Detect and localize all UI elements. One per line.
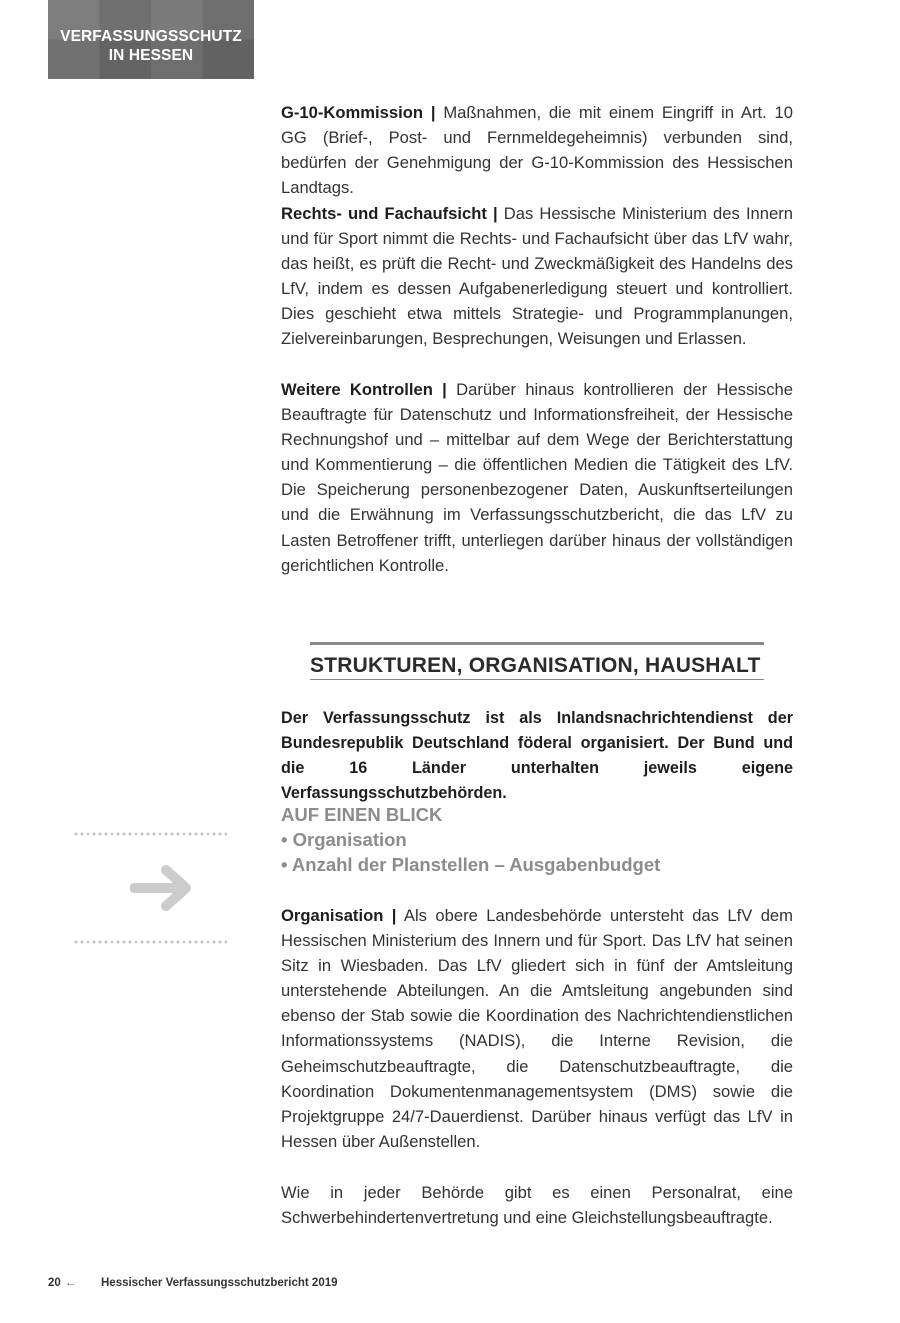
header-line-2: IN HESSEN [108, 47, 194, 64]
section-title: STRUKTUREN, ORGANISATION, HAUSHALT [310, 642, 764, 680]
paragraph-organisation [281, 903, 793, 1154]
section-header-badge [48, 0, 254, 79]
g10-label: G-10-Kommission [281, 103, 423, 122]
kontrollen-text: Darüber hinaus kontrollieren der Hessische Beauftragte für Datenschutz und Informationsfreiheit, der Hessische Rechnungshof und – mittelbar auf dem Wege der Berichterstattung und Kommentierung – die öffentlichen Medien die Tätigkeit des LfV. Die Speicherung personenbezogener Daten, Auskunftserteilungen und die Erwähnung im Verfassungsschutzbericht, die das LfV zu Lasten Betroffener trifft, unterliegen darüber hinaus der vollständigen gerichtlichen Kontrolle. [281, 380, 793, 575]
paragraph-kontrollen [281, 377, 793, 578]
glance-item-planstellen: • Anzahl der Planstellen – Ausgabenbudget [281, 854, 661, 875]
page-footer [48, 1277, 338, 1289]
section-intro: Der Verfassungsschutz ist als Inlandsnachrichtendienst der Bundesrepublik Deutschland föderal organisiert. Der Bund und die 16 Länder unterhalten jeweils eigene Verfassungsschutzbehörden. [281, 709, 793, 803]
arrow-left-icon: ← [64, 1277, 77, 1289]
paragraph-personalrat [281, 1180, 793, 1230]
organisation-label: Organisation [281, 906, 384, 925]
aufsicht-label: Rechts- und Fachaufsicht [281, 204, 487, 223]
paragraph-g10 [281, 100, 793, 200]
organisation-separator: | [391, 906, 397, 925]
at-a-glance-box [281, 802, 793, 877]
aufsicht-separator: | [493, 204, 498, 223]
aufsicht-text: Das Hessische Ministerium des Innern und für Sport nimmt die Rechts- und Fachaufsicht über das LfV wahr, das heißt, es prüft die Recht- und Zweckmäßigkeit des Handelns des LfV, indem es dessen Aufgabenerledigung steuert und kontrolliert. Dies geschieht etwa mittels Strategie- und Programmplanungen, Zielvereinbarungen, Besprechungen, Weisungen und Erlassen. [281, 204, 793, 349]
dotted-divider-bottom [73, 940, 227, 944]
g10-separator: | [430, 103, 436, 122]
page-number: 20 [48, 1277, 61, 1289]
personalrat-text: Wie in jeder Behörde gibt es einen Personalrat, eine Schwerbehindertenvertretung und eine Gleichstellungsbeauftragte. [281, 1183, 793, 1228]
g10-text: Maßnahmen, die mit einem Eingriff in Art. 10 GG (Brief-, Post- und Fernmeldegeheimnis) verbunden sind, bedürfen der Genehmigung der G-10-Kommission des Hessischen Landtags. [281, 103, 793, 198]
arrow-right-icon [130, 862, 196, 914]
paragraph-aufsicht [281, 201, 793, 352]
header-line-1: VERFASSUNGSSCHUTZ [60, 28, 242, 45]
kontrollen-separator: | [442, 380, 447, 399]
kontrollen-label: Weitere Kontrollen [281, 380, 433, 399]
glance-heading: AUF EINEN BLICK [281, 804, 443, 825]
footer-title: Hessischer Verfassungsschutzbericht 2019 [101, 1277, 338, 1289]
glance-item-organisation: • Organisation [281, 829, 407, 850]
organisation-text: Als obere Landesbehörde untersteht das LfV dem Hessischen Ministerium des Innern und für Sport. Das LfV hat seinen Sitz in Wiesbaden. Das LfV gliedert sich in fünf der Amtsleitung unterstehende Abteilungen. An die Amtsleitung angebunden sind ebenso der Stab sowie die Koordination des Nachrichtendienstlichen Informationssystems (NADIS), die Interne Revision, die Geheimschutzbeauftragte, die Datenschutzbeauftragte, die Koordination Dokumentenmanagementsystem (DMS) sowie die Projektgruppe 24/7-Dauerdienst. Darüber hinaus verfügt das LfV in Hessen über Außenstellen. [281, 906, 793, 1151]
dotted-divider-top [73, 832, 227, 836]
